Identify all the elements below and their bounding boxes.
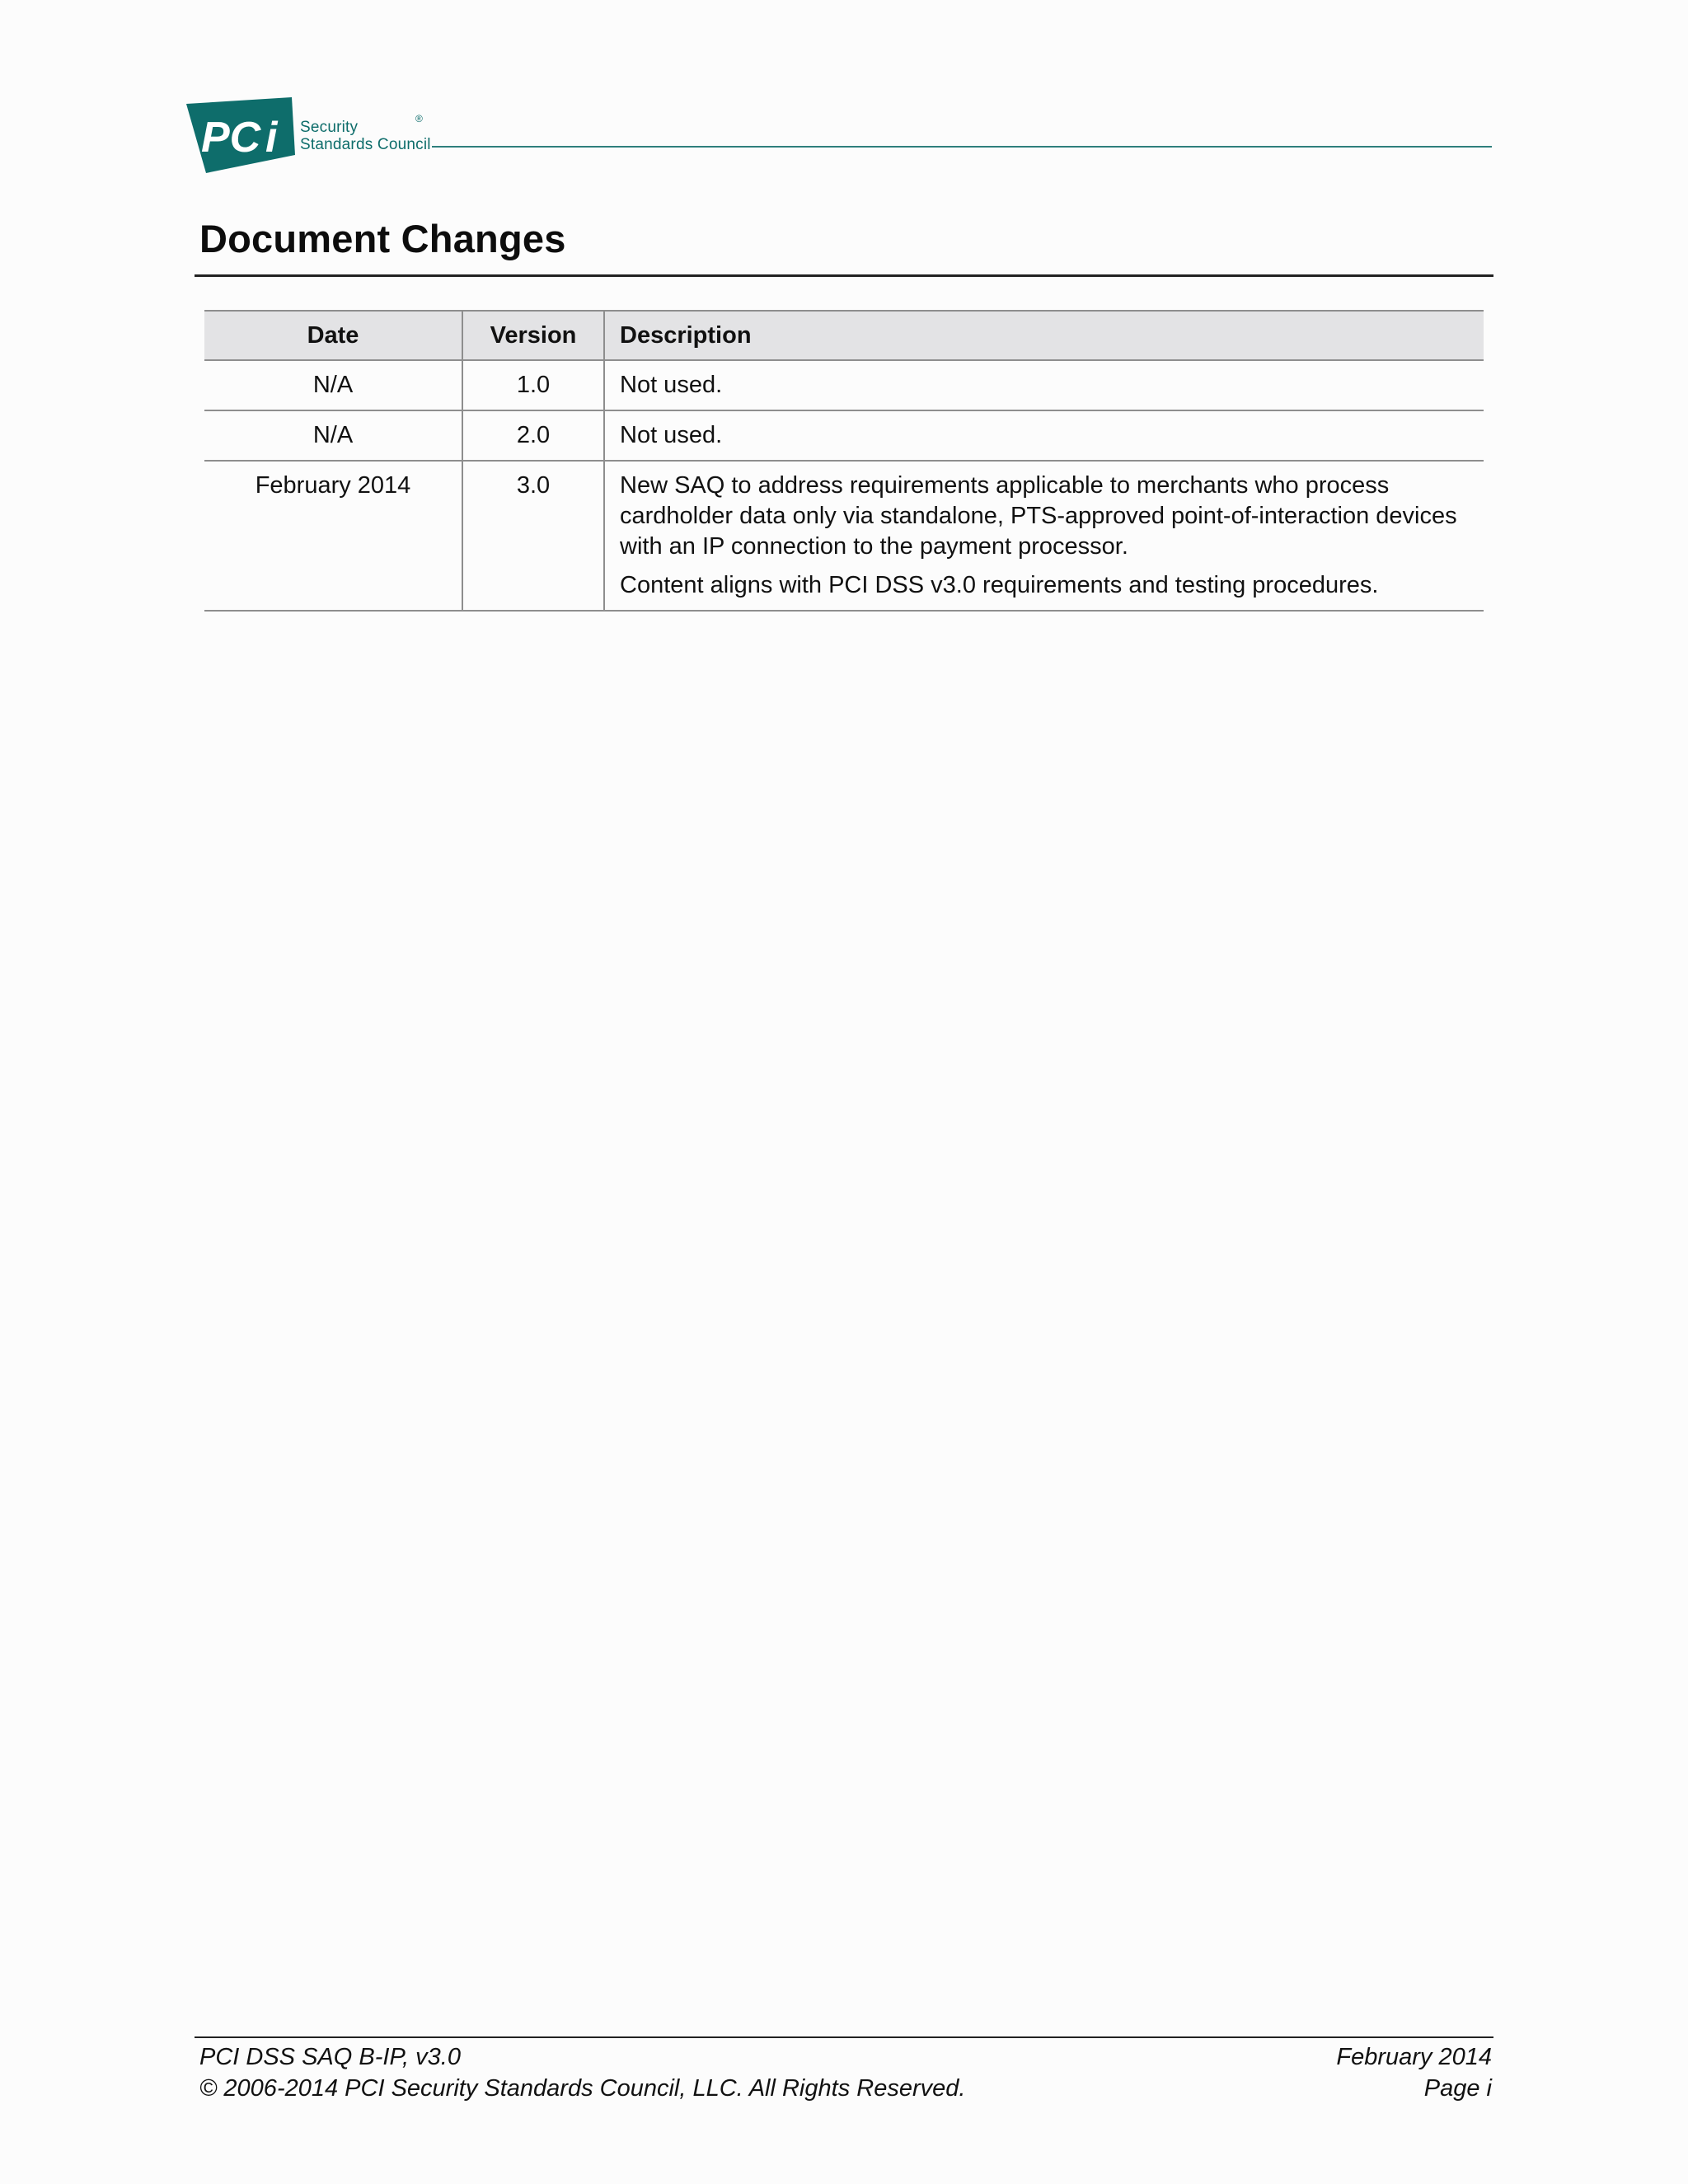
page-header bbox=[186, 97, 1492, 180]
pci-logo bbox=[186, 97, 434, 176]
cell-description bbox=[604, 360, 1484, 410]
logo-line-security: Security bbox=[300, 119, 359, 136]
footer-page-number: Page i bbox=[1423, 2075, 1492, 2102]
page-footer bbox=[199, 2041, 1492, 2104]
description-paragraph: Not used. bbox=[620, 372, 723, 398]
cell-date: February 2014 bbox=[204, 461, 462, 611]
logo-line-council: Standards Council bbox=[300, 136, 431, 153]
cell-version: 3.0 bbox=[462, 461, 604, 611]
cell-version: 2.0 bbox=[462, 410, 604, 461]
footer-divider bbox=[195, 2036, 1493, 2038]
registered-mark: ® bbox=[415, 113, 424, 124]
cell-date: N/A bbox=[204, 410, 462, 461]
cell-description bbox=[604, 410, 1484, 461]
footer-document-id: PCI DSS SAQ B-IP, v3.0 bbox=[199, 2044, 461, 2070]
table-row bbox=[204, 410, 1484, 461]
svg-text:i: i bbox=[265, 114, 278, 162]
column-header-description: Description bbox=[604, 311, 1484, 360]
description-paragraph: New SAQ to address requirements applicable to merchants who process cardholder data only via standalone, PTS-approved point-of-interaction devices with an IP connection to the payment processor. bbox=[620, 472, 1457, 560]
header-divider bbox=[432, 146, 1492, 148]
column-header-version: Version bbox=[462, 311, 604, 360]
column-header-date: Date bbox=[204, 311, 462, 360]
cell-version: 1.0 bbox=[462, 360, 604, 410]
cell-date: N/A bbox=[204, 360, 462, 410]
footer-date: February 2014 bbox=[1336, 2044, 1492, 2070]
footer-copyright: © 2006-2014 PCI Security Standards Council, LLC. All Rights Reserved. bbox=[199, 2075, 966, 2102]
table-row bbox=[204, 360, 1484, 410]
title-divider bbox=[195, 274, 1493, 277]
table-header-row bbox=[204, 311, 1484, 360]
cell-description bbox=[604, 461, 1484, 611]
page-title: Document Changes bbox=[199, 217, 566, 260]
description-paragraph: Not used. bbox=[620, 422, 723, 448]
description-paragraph: Content aligns with PCI DSS v3.0 requirements and testing procedures. bbox=[620, 572, 1379, 598]
document-changes-table bbox=[204, 310, 1484, 612]
table-row bbox=[204, 461, 1484, 611]
svg-text:PC: PC bbox=[201, 114, 261, 162]
logo-wordmark bbox=[300, 113, 431, 153]
